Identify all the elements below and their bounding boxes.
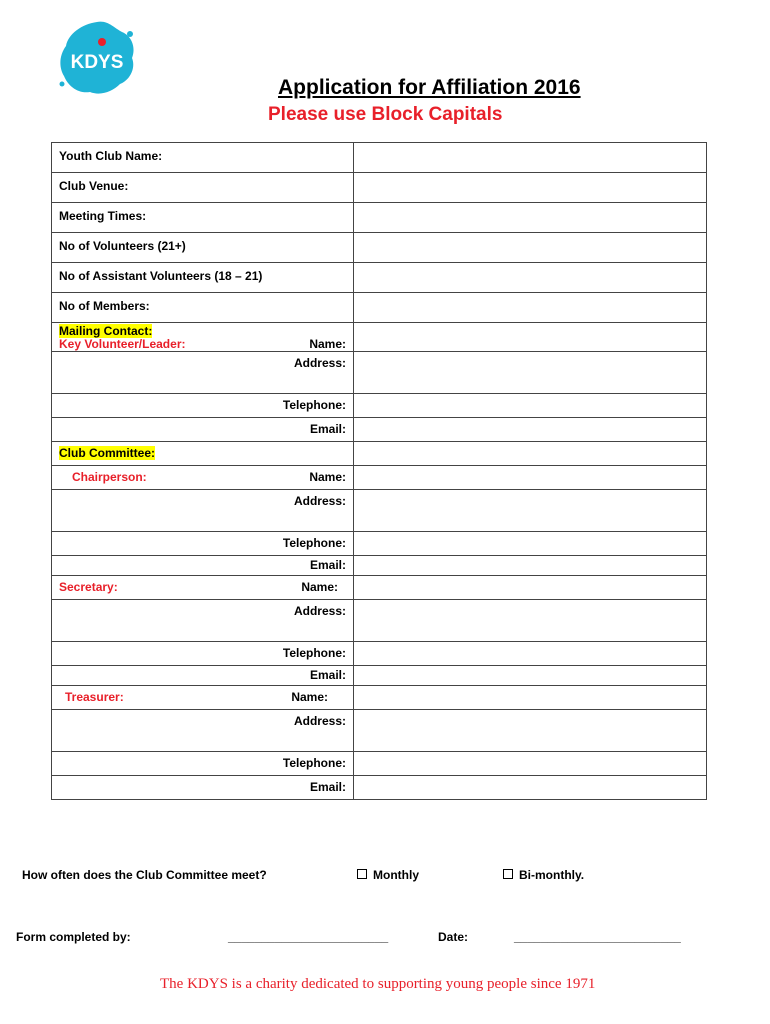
bimonthly-option[interactable] xyxy=(503,868,584,882)
volunteers-field[interactable] xyxy=(354,233,707,263)
form-row-chair-name xyxy=(52,466,707,490)
form-row-mailing-address xyxy=(52,352,707,394)
secretary-label: Secretary: xyxy=(59,580,118,594)
secretary-name-field[interactable] xyxy=(354,576,707,600)
form-row-youth-club-name xyxy=(52,143,707,173)
monthly-checkbox[interactable] xyxy=(357,869,367,879)
treasurer-address-field[interactable] xyxy=(354,710,707,752)
treasurer-telephone-field[interactable] xyxy=(354,752,707,776)
form-row-volunteers xyxy=(52,233,707,263)
form-row-chair-email xyxy=(52,556,707,576)
form-row-treasurer-email xyxy=(52,776,707,800)
chair-name-label: Name: xyxy=(309,470,346,484)
form-row-treasurer-telephone xyxy=(52,752,707,776)
treasurer-address-label-cell xyxy=(52,710,354,752)
chair-email-label: Email: xyxy=(309,558,346,572)
mailing-contact-heading: Mailing Contact: xyxy=(59,324,153,338)
treasurer-name-label: Name: xyxy=(291,690,328,704)
chair-address-label-cell xyxy=(52,490,354,532)
form-row-members xyxy=(52,293,707,323)
mailing-telephone-label: Telephone: xyxy=(282,398,346,412)
members-label: No of Members: xyxy=(52,293,354,323)
chair-address-field[interactable] xyxy=(354,490,707,532)
logo-text: KDYS xyxy=(70,52,124,73)
page-title: Application for Affiliation 2016 xyxy=(278,76,581,99)
form-row-secretary-email xyxy=(52,666,707,686)
meeting-times-field[interactable] xyxy=(354,203,707,233)
logo-splash-dot xyxy=(60,82,65,87)
form-row-club-venue xyxy=(52,173,707,203)
mailing-contact-cell xyxy=(52,323,354,352)
form-row-treasurer-name xyxy=(52,686,707,710)
treasurer-telephone-label: Telephone: xyxy=(282,756,346,770)
logo-splash-dot xyxy=(127,31,133,37)
chair-email-label-cell xyxy=(52,556,354,576)
secretary-name-cell xyxy=(52,576,354,600)
form-row-mailing-telephone xyxy=(52,394,707,418)
chair-name-field[interactable] xyxy=(354,466,707,490)
form-row-mailing-email xyxy=(52,418,707,442)
form-row-secretary-telephone xyxy=(52,642,707,666)
chairperson-label: Chairperson: xyxy=(72,470,147,484)
form-row-treasurer-address xyxy=(52,710,707,752)
secretary-email-label-cell xyxy=(52,666,354,686)
members-field[interactable] xyxy=(354,293,707,323)
chair-telephone-label: Telephone: xyxy=(282,536,346,550)
club-committee-blank xyxy=(354,442,707,466)
volunteers-label: No of Volunteers (21+) xyxy=(52,233,354,263)
date-label: Date: xyxy=(438,930,469,944)
form-row-secretary-address xyxy=(52,600,707,642)
logo-red-dot xyxy=(98,38,106,46)
mailing-email-label: Email: xyxy=(309,422,346,436)
treasurer-name-cell xyxy=(52,686,354,710)
form-row-club-committee xyxy=(52,442,707,466)
kdys-logo xyxy=(56,18,138,98)
club-venue-field[interactable] xyxy=(354,173,707,203)
youth-club-name-field[interactable] xyxy=(354,143,707,173)
mailing-email-label-cell xyxy=(52,418,354,442)
treasurer-email-field[interactable] xyxy=(354,776,707,800)
form-row-mailing-name xyxy=(52,323,707,352)
bimonthly-label: Bi-monthly. xyxy=(519,868,585,882)
chair-name-cell xyxy=(52,466,354,490)
form-row-secretary-name xyxy=(52,576,707,600)
club-venue-label: Club Venue: xyxy=(52,173,354,203)
secretary-telephone-field[interactable] xyxy=(354,642,707,666)
chair-telephone-label-cell xyxy=(52,532,354,556)
chair-email-field[interactable] xyxy=(354,556,707,576)
mailing-name-field[interactable] xyxy=(354,323,707,352)
form-row-meeting-times xyxy=(52,203,707,233)
secretary-email-label: Email: xyxy=(309,668,346,682)
mailing-name-label: Name: xyxy=(309,337,346,351)
secretary-email-field[interactable] xyxy=(354,666,707,686)
treasurer-name-field[interactable] xyxy=(354,686,707,710)
club-committee-heading: Club Committee: xyxy=(59,446,155,460)
secretary-name-label: Name: xyxy=(301,580,338,594)
page-subtitle: Please use Block Capitals xyxy=(268,104,503,125)
treasurer-address-label: Address: xyxy=(293,714,346,728)
mailing-email-field[interactable] xyxy=(354,418,707,442)
form-row-assistant-volunteers xyxy=(52,263,707,293)
mailing-address-field[interactable] xyxy=(354,352,707,394)
secretary-address-label-cell xyxy=(52,600,354,642)
bimonthly-checkbox[interactable] xyxy=(503,869,513,879)
monthly-label: Monthly xyxy=(373,868,419,882)
form-completed-by-field[interactable]: ________________________ xyxy=(228,930,389,944)
secretary-address-label: Address: xyxy=(293,604,346,618)
secretary-address-field[interactable] xyxy=(354,600,707,642)
secretary-telephone-label: Telephone: xyxy=(282,646,346,660)
treasurer-telephone-label-cell xyxy=(52,752,354,776)
mailing-telephone-field[interactable] xyxy=(354,394,707,418)
secretary-telephone-label-cell xyxy=(52,642,354,666)
monthly-option[interactable] xyxy=(357,868,419,882)
charity-footer: The KDYS is a charity dedicated to supporting young people since 1971 xyxy=(160,976,596,992)
meeting-times-label: Meeting Times: xyxy=(52,203,354,233)
chair-telephone-field[interactable] xyxy=(354,532,707,556)
form-row-chair-address xyxy=(52,490,707,532)
date-field[interactable]: _________________________ xyxy=(514,930,681,944)
assistant-volunteers-field[interactable] xyxy=(354,263,707,293)
youth-club-name-label: Youth Club Name: xyxy=(52,143,354,173)
treasurer-label: Treasurer: xyxy=(65,690,124,704)
mailing-telephone-label-cell xyxy=(52,394,354,418)
chair-address-label: Address: xyxy=(293,494,346,508)
treasurer-email-label: Email: xyxy=(309,780,346,794)
assistant-volunteers-label: No of Assistant Volunteers (18 – 21) xyxy=(52,263,354,293)
form-row-chair-telephone xyxy=(52,532,707,556)
mailing-address-label: Address: xyxy=(293,356,346,370)
club-committee-cell xyxy=(52,442,354,466)
mailing-address-label-cell xyxy=(52,352,354,394)
form-completed-by-label: Form completed by: xyxy=(16,930,131,944)
affiliation-form-table xyxy=(51,142,707,800)
treasurer-email-label-cell xyxy=(52,776,354,800)
key-volunteer-label: Key Volunteer/Leader: xyxy=(59,337,186,351)
meeting-frequency-question: How often does the Club Committee meet? xyxy=(22,868,267,882)
